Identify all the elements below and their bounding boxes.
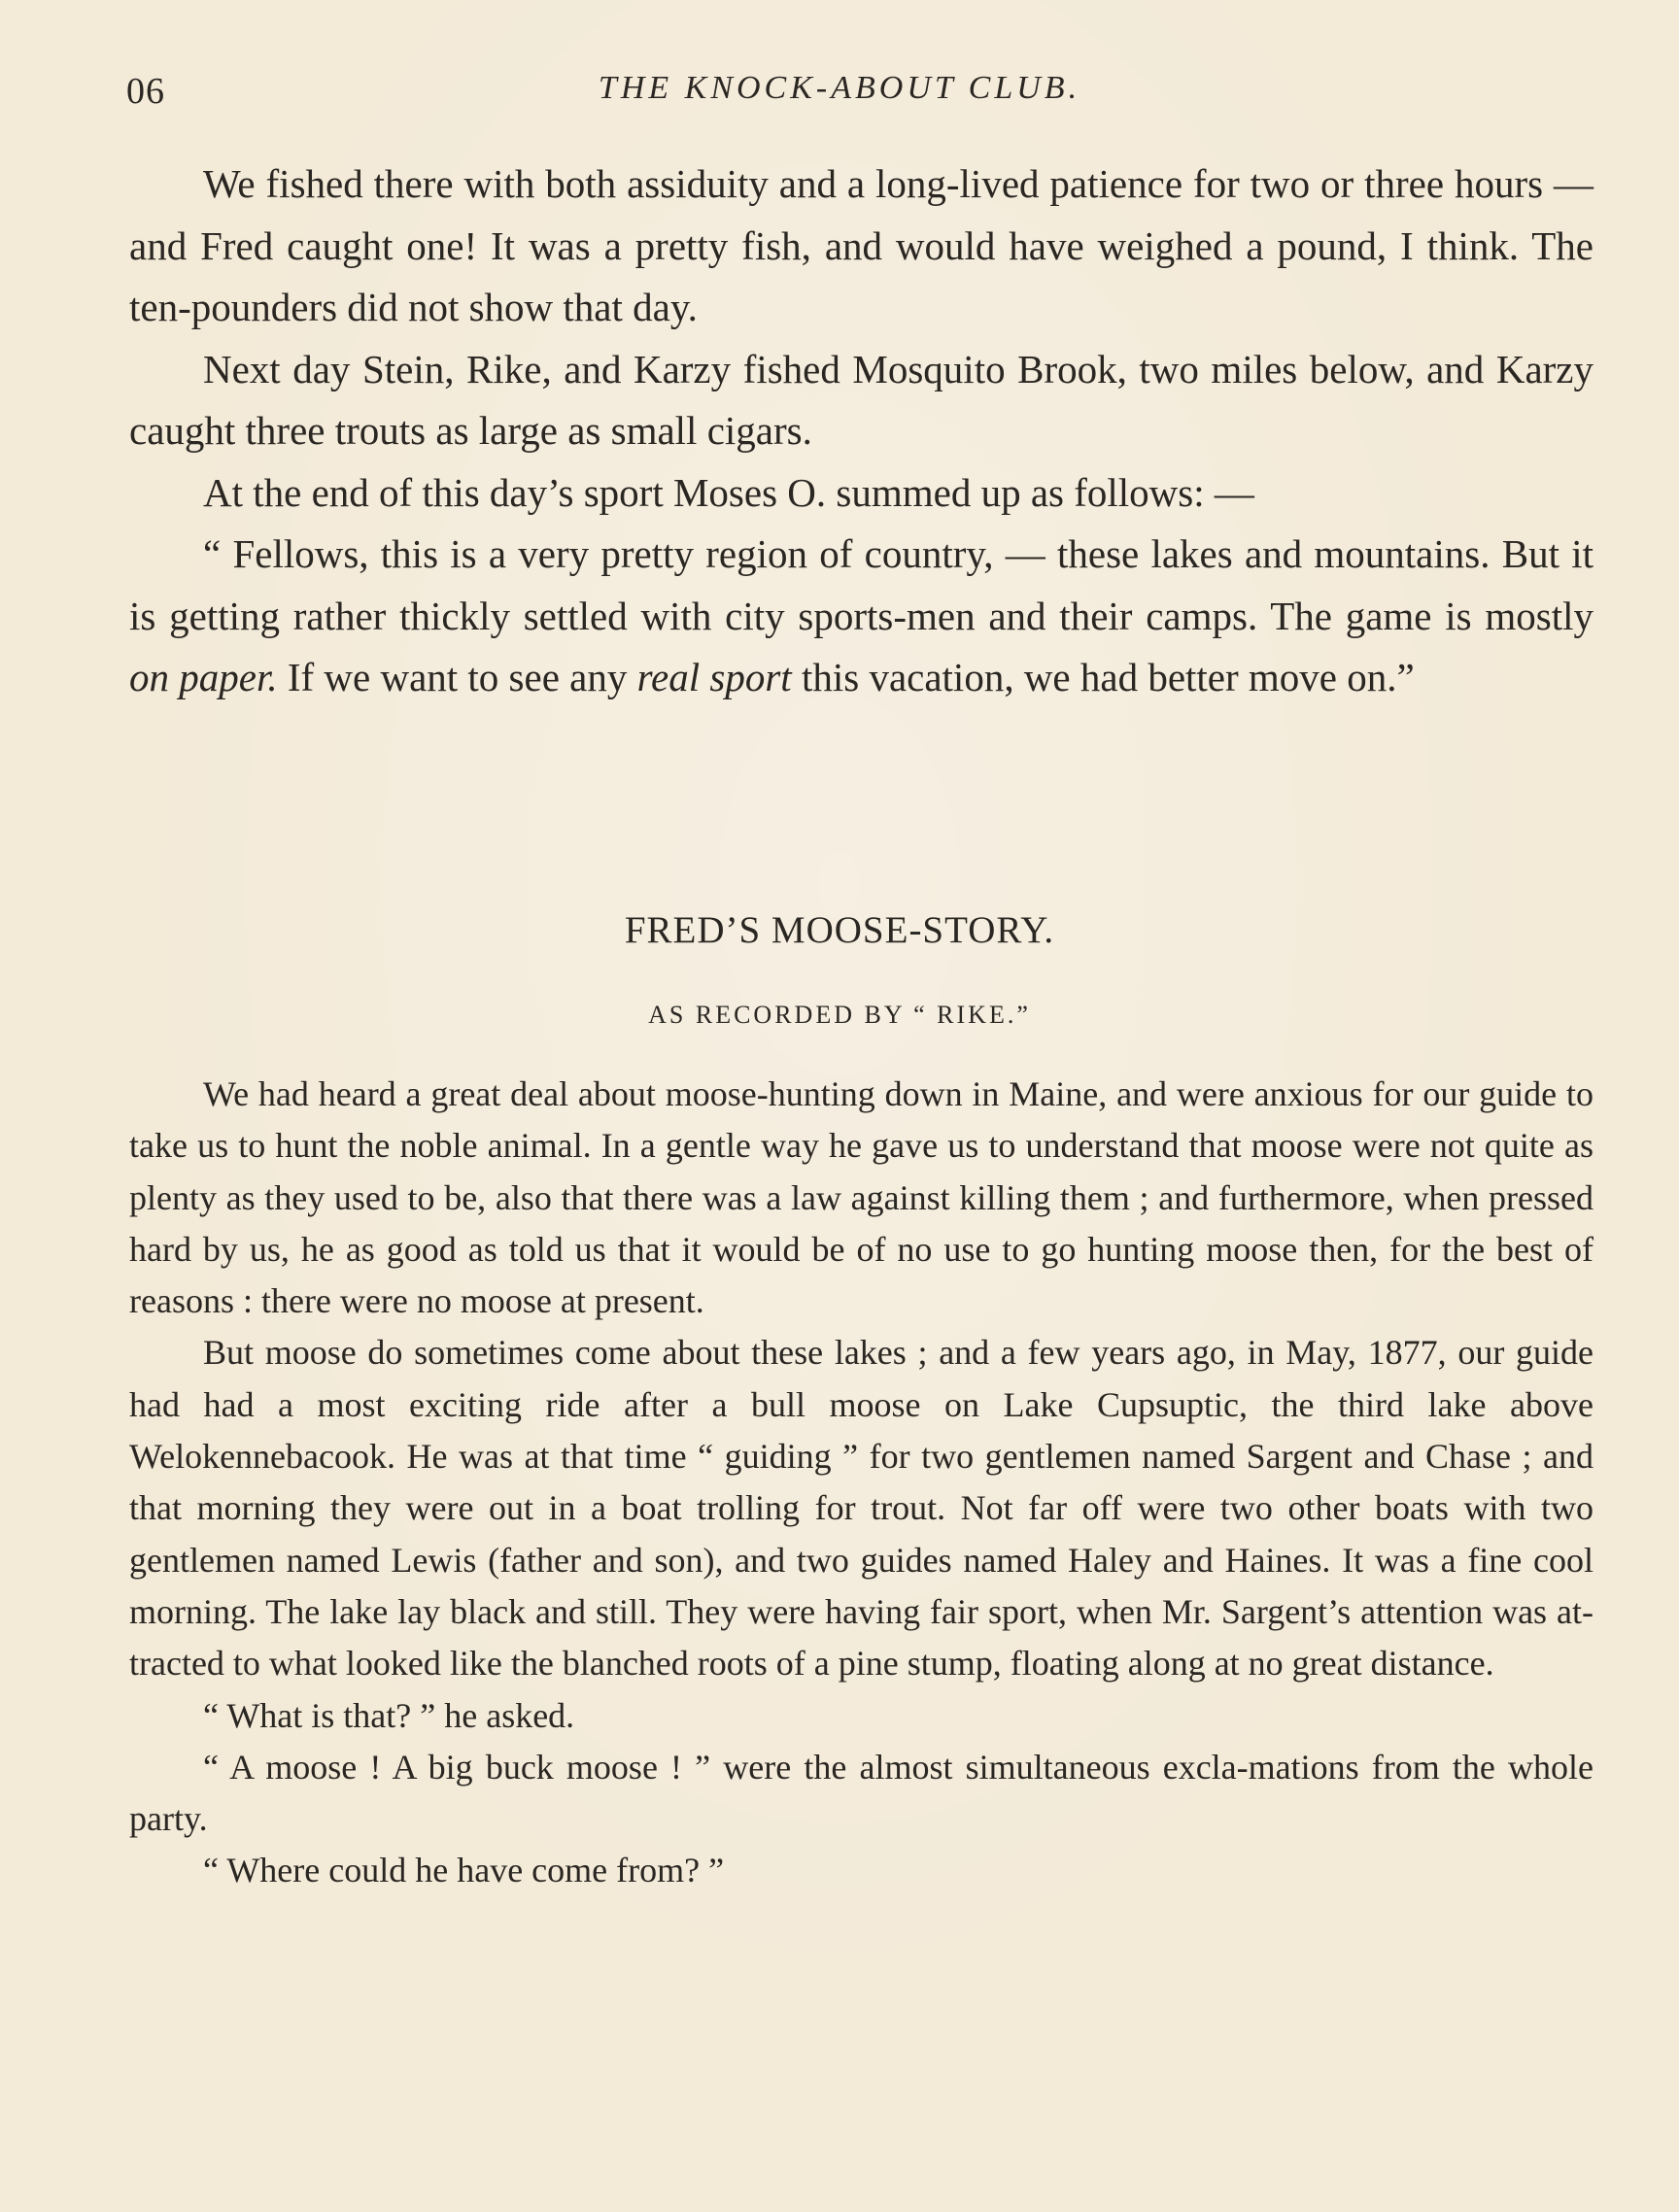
text-run: If we want to see any bbox=[277, 655, 637, 699]
italic-phrase: real sport bbox=[636, 655, 792, 699]
paragraph: “ A moose ! A big buck moose ! ” were the almost simultaneous excla-mations from the whole party. bbox=[129, 1747, 1593, 1839]
page-number: 06 bbox=[126, 71, 165, 112]
paragraph bbox=[129, 524, 1593, 709]
italic-phrase: on paper. bbox=[129, 655, 278, 699]
paragraph: We had heard a great deal about moose-hunting down in Maine, and were anxious for our guide to take us to hunt the noble animal. In a gentle way he gave us to understand that moose were not quite as plenty as they used to be, also that there was a law against killing them ; and furthermore, when pressed hard by us, he as good as told us that it would be of no use to go hunting moose then, for the best of reasons : there were no moose at present. bbox=[129, 1074, 1593, 1321]
text-run: this vacation, we had better move on.” bbox=[791, 655, 1415, 699]
paragraph: “ What is that? ” he asked. bbox=[203, 1695, 575, 1735]
section-subheading: AS RECORDED BY “ RIKE.” bbox=[648, 1001, 1031, 1029]
text-run: “ Fellows, this is a very pretty region of country, — these lakes and mountains. But it is getting rather thickly settled with city sports-men and their camps. The game is mostly bbox=[129, 531, 1593, 638]
paragraph: But moose do sometimes come about these lakes ; and a few years ago, in May, 1877, our guide had had a most exciting ride after a bull moose on Lake Cupsuptic, the third lake above Welokennebacook. He was at that time “ guiding ” for two gentlemen named Sargent and Chase ; and that morning they were out in a boat trolling for trout. Not far off were two other boats with two gentlemen named Lewis (father and son), and two guides named Haley and Haines. It was a fine cool morning. The lake lay black and still. They were having fair sport, when Mr. Sargent’s attention was at-tracted to what looked like the blanched roots of a pine stump, floating along at no great distance. bbox=[129, 1333, 1593, 1684]
running-title: THE KNOCK-ABOUT CLUB. bbox=[598, 70, 1081, 106]
section-heading: FRED’S MOOSE-STORY. bbox=[624, 909, 1055, 951]
intro-text bbox=[129, 153, 1593, 709]
running-head bbox=[126, 70, 1553, 119]
paragraph: Next day Stein, Rike, and Karzy fished Mosquito Brook, two miles below, and Karzy caught three trouts as large as small cigars. bbox=[129, 346, 1593, 453]
paragraph: “ Where could he have come from? ” bbox=[203, 1851, 725, 1890]
paragraph: At the end of this day’s sport Moses O. summed up as follows: — bbox=[203, 469, 1254, 515]
story-text bbox=[129, 1069, 1593, 1897]
paragraph: We fished there with both assiduity and a long-lived patience for two or three hours —and Fred caught one! It was a pretty fish, and would have weighed a pound, I think. The ten-pounders did not show that day. bbox=[129, 161, 1593, 329]
